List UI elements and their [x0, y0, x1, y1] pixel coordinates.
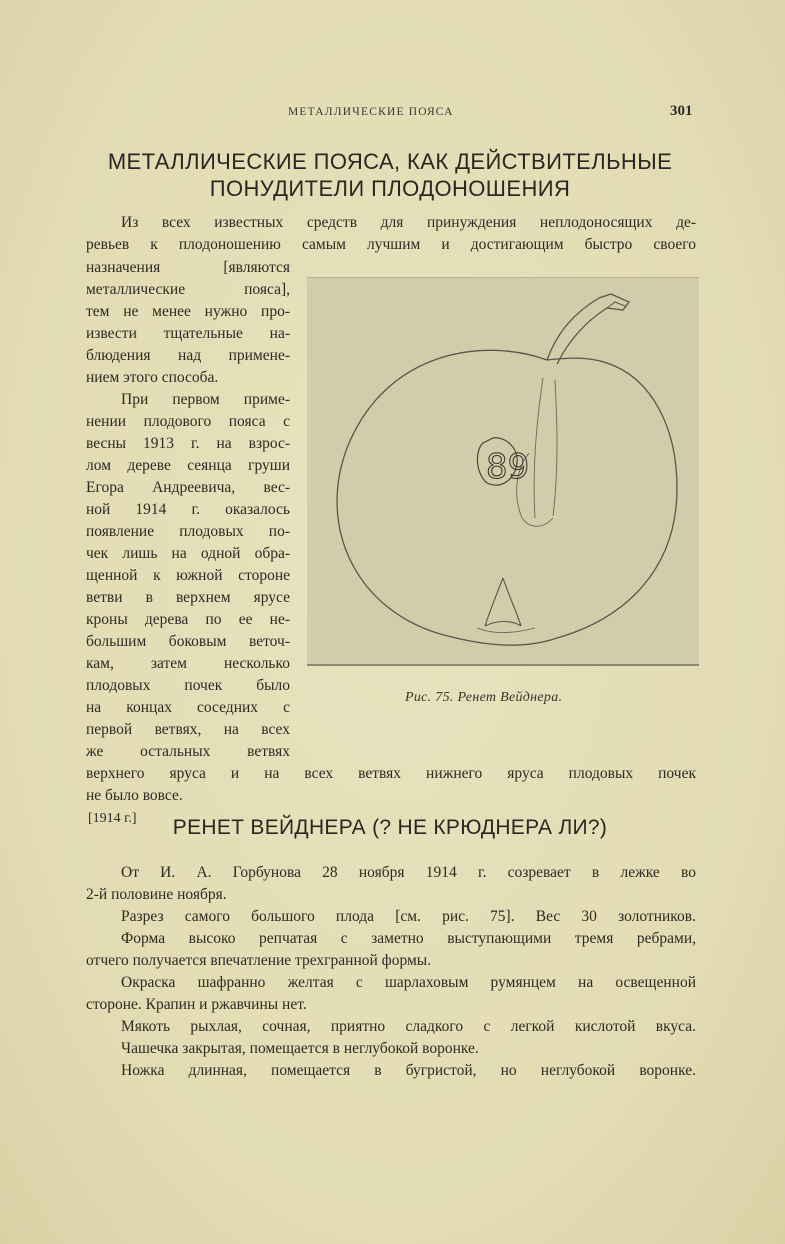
paragraph-line: Чашечка закрытая, помещается в неглубокой воронке. [121, 1040, 479, 1057]
paragraph-line: нием этого способа. [86, 369, 219, 386]
paragraph-line: От И. А. Горбунова 28 ноября 1914 г. созревает в лежке во [121, 864, 696, 881]
paragraph-line: верхнего яруса и на всех ветвях нижнего яруса плодовых почек [86, 765, 696, 782]
paragraph-line: Из всех известных средств для принуждения неплодоносящих де- [121, 214, 696, 231]
paragraph-line: щенной к южной стороне [86, 567, 290, 584]
paragraph-line: Разрез самого большого плода [см. рис. 75]. Вес 30 золотников. [121, 908, 696, 925]
paragraph-line: Егора Андреевича, вес- [86, 479, 290, 496]
paragraph-line: плодовых почек было [86, 677, 290, 694]
paragraph-line: назначения [являются [86, 259, 290, 276]
paragraph-line: весны 1913 г. на взрос- [86, 435, 290, 452]
paragraph-line: извести тщательные на- [86, 325, 290, 342]
paragraph-line: При первом приме- [121, 391, 290, 408]
section-title: РЕНЕТ ВЕЙДНЕРА (? НЕ КРЮДНЕРА ЛИ?) [172, 816, 608, 839]
paragraph-line: Окраска шафранно желтая с шарлаховым румянцем на освещенной [121, 974, 696, 991]
paragraph-line: металлические пояса], [86, 281, 290, 298]
paragraph-line: Ножка длинная, помещается в бугристой, но неглубокой воронке. [121, 1062, 696, 1079]
paragraph-line: на концах соседних с [86, 699, 290, 716]
paragraph-line: кам, затем несколько [86, 655, 290, 672]
fruit-number-label: 89 [486, 447, 530, 487]
apple-stem [547, 294, 629, 364]
paragraph-line: лом дереве сеянца груши [86, 457, 290, 474]
paragraph-line: тем не менее нужно про- [86, 303, 290, 320]
paragraph-line: ветви в верхнем ярусе [86, 589, 290, 606]
paragraph-line: ревьев к плодоношению самым лучшим и достигающим быстро своего [86, 236, 696, 253]
paragraph-line: ной 1914 г. оказалось [86, 501, 290, 518]
paragraph-line: большим боковым веточ- [86, 633, 290, 650]
figure-caption: Рис. 75. Ренет Вейднера. [405, 690, 563, 705]
paragraph-line: 2-й половине ноября. [86, 886, 227, 903]
article-title [84, 148, 696, 202]
apple-calyx [485, 578, 521, 626]
date-reference: [1914 г.] [88, 811, 137, 826]
page-number: 301 [670, 103, 693, 119]
paragraph-line: кроны дерева по ее не- [86, 611, 290, 628]
paragraph-line: стороне. Крапин и ржавчины нет. [86, 996, 307, 1013]
figure-apple-cross-section [307, 277, 699, 666]
running-head: МЕТАЛЛИЧЕСКИЕ ПОЯСА [288, 106, 454, 118]
paragraph-line: блюдения над примене- [86, 347, 290, 364]
apple-outline [337, 350, 677, 645]
paragraph-line: первой ветвях, на всех [86, 721, 290, 738]
paragraph-line: же остальных ветвях [86, 743, 290, 760]
paragraph-line: появление плодовых по- [86, 523, 290, 540]
paragraph-line: отчего получается впечатление трехгранной формы. [86, 952, 432, 969]
article-title-line-2: ПОНУДИТЕЛИ ПЛОДОНОШЕНИЯ [209, 176, 571, 201]
apple-drawing [307, 278, 699, 664]
article-title-line-1: МЕТАЛЛИЧЕСКИЕ ПОЯСА, КАК ДЕЙСТВИТЕЛЬНЫЕ [107, 149, 673, 174]
paragraph-line: Форма высоко репчатая с заметно выступающими тремя ребрами, [121, 930, 696, 947]
paragraph-line: не было вовсе. [86, 787, 183, 804]
paragraph-line: Мякоть рыхлая, сочная, приятно сладкого с легкой кислотой вкуса. [121, 1018, 696, 1035]
paragraph-line: чек лишь на одной обра- [86, 545, 290, 562]
paragraph-line: нении плодового пояса с [86, 413, 290, 430]
